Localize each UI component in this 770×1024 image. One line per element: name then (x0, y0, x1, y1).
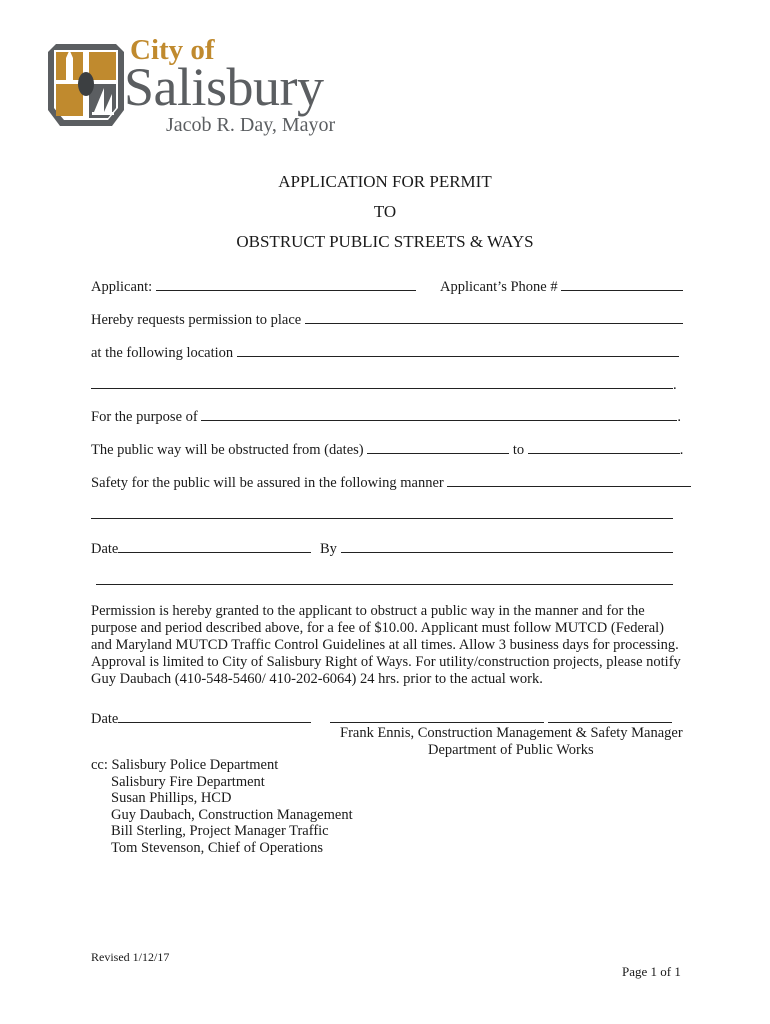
signature-date-label: Date (91, 711, 119, 727)
cc-recipient: Susan Phillips, HCD (111, 790, 232, 806)
dates-label: The public way will be obstructed from (dates) (91, 442, 364, 458)
phone-row (440, 276, 683, 296)
place-field[interactable] (305, 309, 683, 324)
date-by-row (91, 538, 311, 558)
separator-line (96, 570, 673, 590)
safety-field-2[interactable] (91, 504, 673, 524)
logo-mayor-line: Jacob R. Day, Mayor (166, 114, 336, 136)
applicant-row (91, 276, 416, 296)
location-label: at the following location (91, 345, 234, 361)
phone-label: Applicant’s Phone # (440, 279, 558, 295)
logo-city-name: Salisbury (124, 57, 324, 117)
safety-row (91, 472, 691, 492)
city-seal-icon (46, 40, 126, 130)
cc-recipient: Salisbury Fire Department (111, 773, 265, 790)
date-to-field[interactable] (528, 439, 680, 454)
purpose-field[interactable] (201, 406, 677, 421)
revised-date: Revised 1/12/17 (91, 950, 170, 964)
place-label: Hereby requests permission to place (91, 312, 302, 328)
date-field[interactable] (118, 538, 311, 553)
cc-recipient: Tom Stevenson, Chief of Operations (111, 839, 324, 856)
by-row (320, 538, 673, 558)
place-row (91, 309, 683, 329)
cc-recipient: Guy Daubach, Construction Management (111, 806, 353, 823)
purpose-row: For the purpose of . (91, 406, 681, 426)
cc-label: cc: (91, 757, 108, 773)
cc-recipient: Salisbury Police Department (111, 757, 279, 773)
purpose-label: For the purpose of (91, 409, 198, 425)
cc-block (91, 757, 353, 856)
location-row (91, 342, 679, 362)
heading-line-1: APPLICATION FOR PERMIT (278, 172, 492, 191)
dates-row: The public way will be obstructed from (dates) to . (91, 439, 683, 459)
by-field[interactable] (341, 538, 673, 553)
signature-date-field[interactable] (118, 708, 311, 723)
permission-paragraph: Permission is hereby granted to the applicant to obstruct a public way in the manner and for the purpose and period described above, for a fee of $10.00. Applicant must follow MUTCD (Federal) and Maryland MUTCD Traffic Control Guidelines at all times. Allow 3 business days for processing. Approval is limited to City of Salisbury Right of Ways. For utility/construction projects, please notify Guy Daubach (410-548-5460/ 410-202-6064) 24 hrs. prior to the actual work. (91, 603, 681, 687)
applicant-label: Applicant: (91, 279, 153, 295)
logo-city-of: City of (130, 34, 215, 66)
city-logo (46, 34, 376, 138)
heading-line-3: OBSTRUCT PUBLIC STREETS & WAYS (236, 232, 534, 251)
date-from-field[interactable] (367, 439, 509, 454)
signer-department: Department of Public Works (428, 742, 594, 758)
cc-first-line (91, 757, 353, 774)
location-field-2[interactable]: . (91, 374, 677, 394)
signer-name: Frank Ennis, Construction Management & Safety Manager (340, 725, 683, 741)
phone-field[interactable] (561, 276, 683, 291)
by-label: By (320, 541, 337, 557)
heading-line-2: TO (373, 202, 397, 221)
to-label: to (512, 442, 525, 458)
signature-date-row (91, 708, 311, 728)
applicant-field[interactable] (156, 276, 416, 291)
safety-label: Safety for the public will be assured in the following manner (91, 475, 444, 491)
location-field[interactable] (237, 342, 679, 357)
cc-recipient: Bill Sterling, Project Manager Traffic (111, 823, 329, 839)
page-number: Page 1 of 1 (622, 964, 681, 979)
date-label: Date (91, 541, 119, 557)
safety-field[interactable] (447, 472, 691, 487)
